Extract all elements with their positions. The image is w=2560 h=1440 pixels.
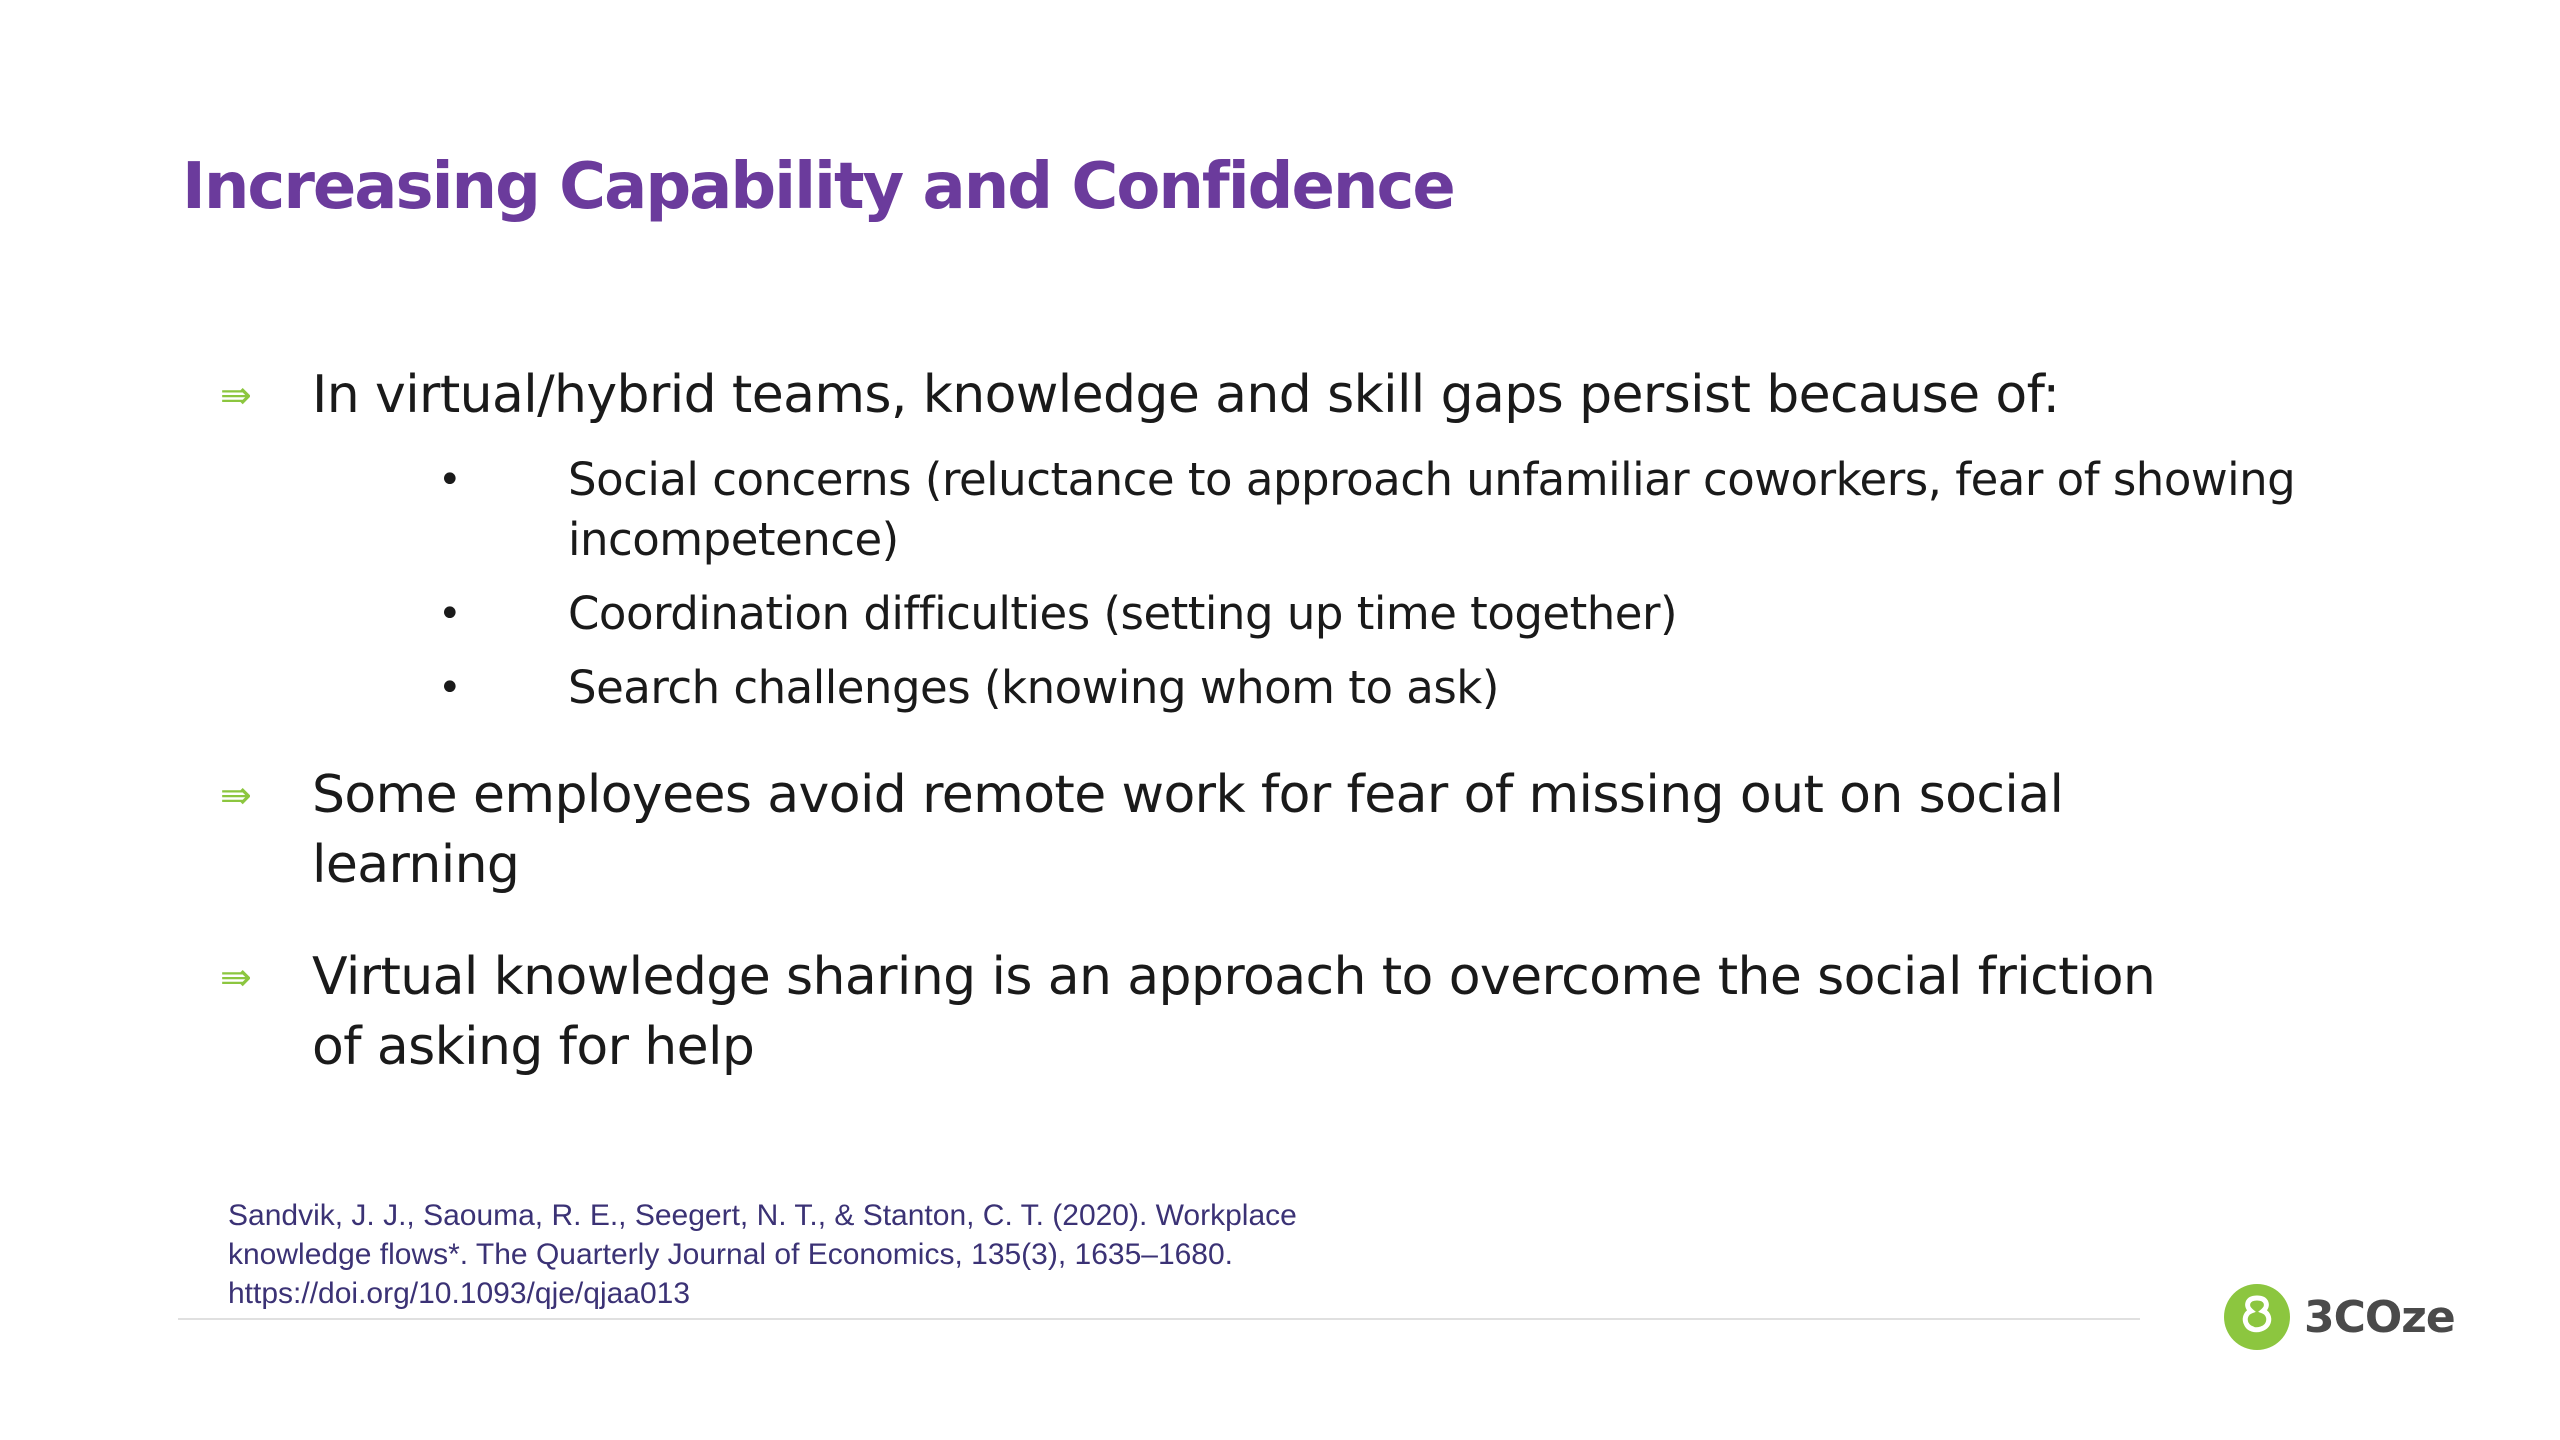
- double-arrow-icon: ⇛: [220, 955, 252, 999]
- logo-link-icon: [2235, 1292, 2279, 1342]
- sub-bullet-list: [312, 450, 2318, 718]
- double-arrow-icon: ⇛: [220, 373, 252, 417]
- logo-text: 3COze: [2304, 1291, 2455, 1343]
- sub-bullet-text: Social concerns (reluctance to approach unfamiliar coworkers, fear of showing incompetence): [568, 453, 2296, 566]
- bullet-item: [220, 942, 2300, 1082]
- bullet-text: In virtual/hybrid teams, knowledge and skill gaps persist because of:: [312, 365, 2060, 425]
- bullet-dot-icon: •: [438, 665, 462, 711]
- brand-logo: [2224, 1284, 2455, 1350]
- bullet-item: [220, 760, 2300, 900]
- sub-bullet-text: Search challenges (knowing whom to ask): [568, 661, 1499, 714]
- bullet-text: Virtual knowledge sharing is an approach to overcome the social friction of asking for help: [312, 947, 2156, 1077]
- sub-bullet-text: Coordination difficulties (setting up time together): [568, 587, 1678, 640]
- footer-divider: [178, 1318, 2140, 1320]
- bullet-item: [220, 360, 2300, 732]
- sub-bullet-item: [312, 450, 2318, 570]
- slide-content: [220, 360, 2300, 1082]
- 3coze-logo-icon: [2224, 1284, 2290, 1350]
- bullet-dot-icon: •: [438, 591, 462, 637]
- double-arrow-icon: ⇛: [220, 773, 252, 817]
- citation: Sandvik, J. J., Saouma, R. E., Seegert, N. T., & Stanton, C. T. (2020). Workplace knowledge flows*. The Quarterly Journal of Economics, 135(3), 1635–1680. https://doi.org/10.1093/qje/qjaa013: [228, 1199, 1297, 1310]
- sub-bullet-item: [312, 658, 2318, 718]
- slide-title: Increasing Capability and Confidence: [182, 150, 1454, 224]
- bullet-dot-icon: •: [438, 457, 462, 503]
- sub-bullet-item: [312, 584, 2318, 644]
- bullet-text: Some employees avoid remote work for fear of missing out on social learning: [312, 765, 2064, 895]
